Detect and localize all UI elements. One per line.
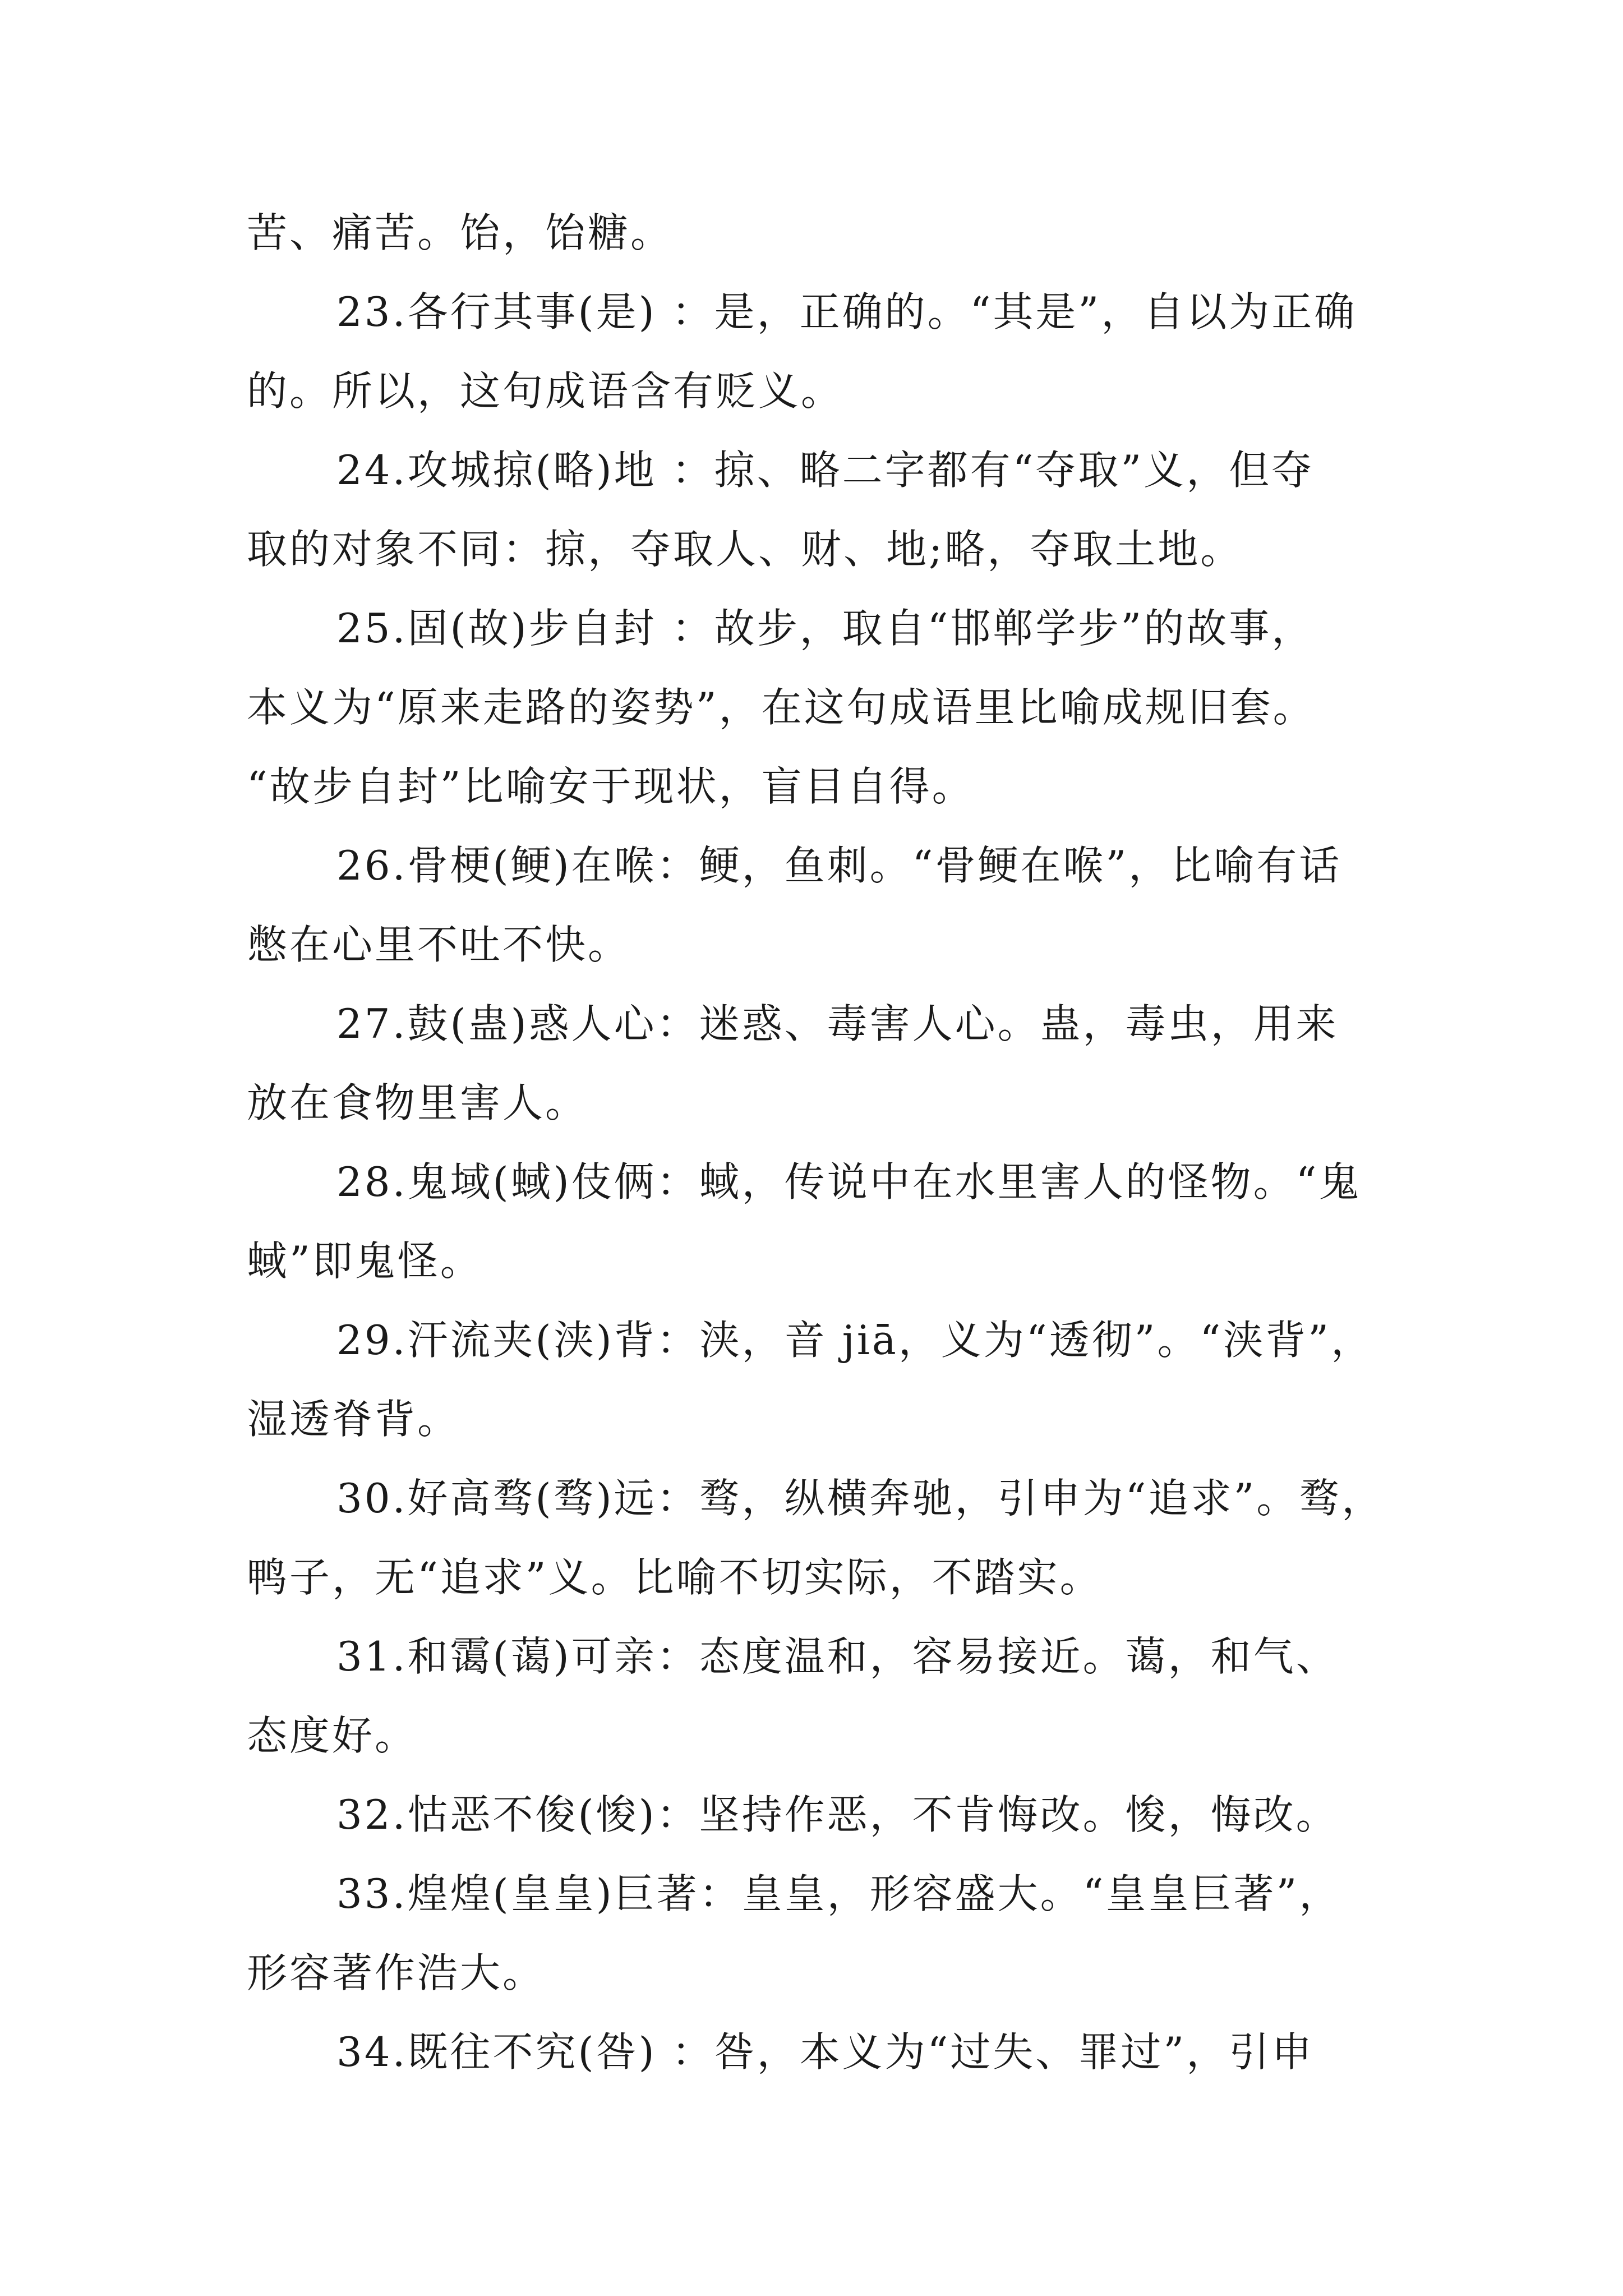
text-line: 本义为“原来走路的姿势”，在这句成语里比喻成规旧套。 bbox=[247, 684, 1316, 731]
text-line: 憋在心里不吐不快。 bbox=[247, 921, 631, 968]
text-line: 放在食物里害人。 bbox=[247, 1079, 588, 1126]
text-line: 33.煌煌(皇皇)巨著：皇皇，形容盛大。“皇皇巨著”， bbox=[336, 1870, 1342, 1917]
text-line: 30.好高骛(骛)远：骛，纵横奔驰，引申为“追求”。骛， bbox=[336, 1475, 1385, 1522]
text-line: “故步自封”比喻安于现状，盲目自得。 bbox=[247, 763, 975, 810]
text-line: 湿透脊背。 bbox=[247, 1396, 460, 1443]
text-line: 34.既往不究(咎) ：咎，本义为“过失、罪过”，引申 bbox=[336, 2028, 1315, 2076]
text-line: 27.鼓(蛊)惑人心：迷惑、毒害人心。蛊，毒虫，用来 bbox=[336, 1000, 1339, 1047]
text-line: 29.汗流夹(浃)背：浃，音 jiā，义为“透彻”。“浃背”， bbox=[336, 1317, 1374, 1364]
text-line: 23.各行其事(是) ：是，正确的。“其是”，自以为正确 bbox=[336, 288, 1357, 335]
text-line: 态度好。 bbox=[247, 1712, 418, 1759]
text-line: 的。所以，这句成语含有贬义。 bbox=[247, 367, 844, 415]
text-line: 苦、痛苦。饴，饴糖。 bbox=[247, 209, 674, 256]
text-line: 蜮”即鬼怪。 bbox=[247, 1237, 483, 1285]
text-line: 28.鬼域(蜮)伎俩：蜮，传说中在水里害人的怪物。“鬼 bbox=[336, 1158, 1362, 1205]
text-line: 32.怙恶不俊(悛)：坚持作恶，不肯悔改。悛，悔改。 bbox=[336, 1791, 1339, 1838]
text-line: 31.和霭(蔼)可亲：态度温和，容易接近。蔼，和气、 bbox=[336, 1633, 1339, 1680]
text-line: 24.攻城掠(略)地 ：掠、略二字都有“夺取”义，但夺 bbox=[336, 447, 1315, 494]
text-line: 取的对象不同：掠，夺取人、财、地;略，夺取土地。 bbox=[247, 526, 1243, 573]
text-line: 形容著作浩大。 bbox=[247, 1949, 546, 1996]
text-line: 25.固(故)步自封 ：故步，取自“邯郸学步”的故事， bbox=[336, 605, 1315, 652]
text-line: 鸭子，无“追求”义。比喻不切实际，不踏实。 bbox=[247, 1554, 1103, 1601]
text-line: 26.骨梗(鲠)在喉：鲠，鱼刺。“骨鲠在喉”，比喻有话 bbox=[336, 842, 1342, 889]
document-body bbox=[247, 194, 1413, 2092]
